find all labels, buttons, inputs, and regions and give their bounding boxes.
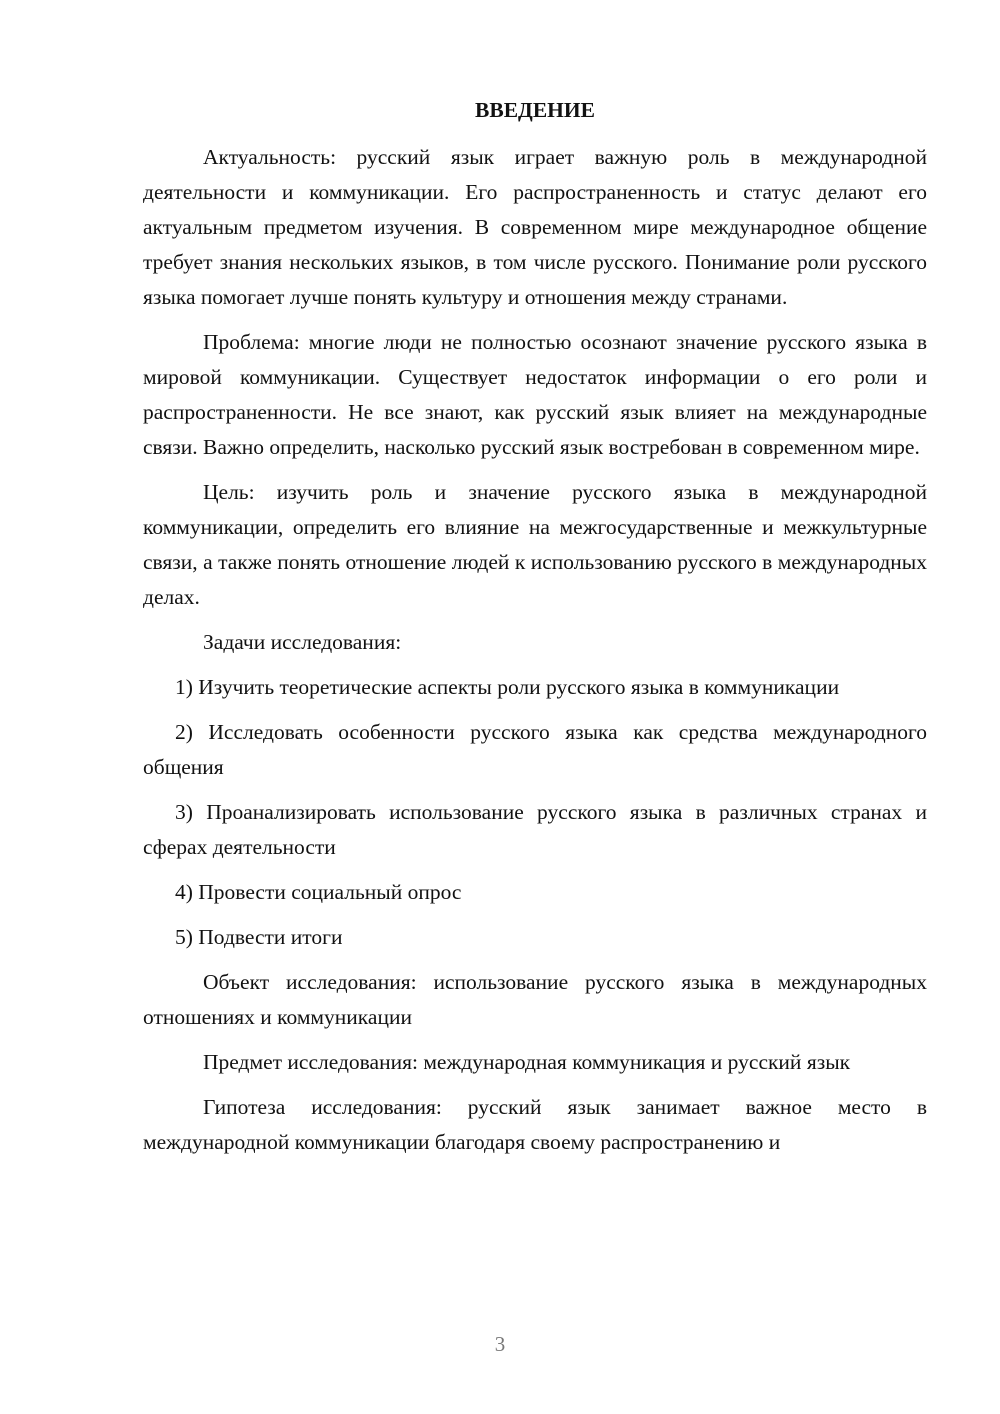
task-item-1: 1) Изучить теоретические аспекты роли русского языка в коммуникации [175, 675, 840, 699]
paragraph-problem: Проблема: многие люди не полностью осознают значение русского языка в мировой коммуникации. Существует недостаток информации о его роли и распространенности. Не все знают, как русский язык влияет на международные связи. Важно определить, насколько русский язык востребован в современном мире. [143, 330, 927, 459]
paragraph-object: Объект исследования: использование русского языка в международных отношениях и коммуникации [143, 970, 927, 1029]
paragraph-goal: Цель: изучить роль и значение русского языка в международной коммуникации, определить его влияние на межгосударственные и межкультурные связи, а также понять отношение людей к использованию русского в международных делах. [143, 480, 927, 609]
paragraph-relevance: Актуальность: русский язык играет важную роль в международной деятельности и коммуникации. Его распространенность и статус делают его актуальным предметом изучения. В современном мире международное общение требует знания нескольких языков, в том числе русского. Понимание роли русского языка помогает лучше понять культуру и отношения между странами. [143, 145, 927, 309]
section-title: ВВЕДЕНИЕ [475, 98, 595, 122]
paragraph-tasks-heading: Задачи исследования: [203, 630, 402, 654]
task-item-5: 5) Подвести итоги [175, 925, 343, 949]
page-number: 3 [494, 1332, 506, 1356]
task-item-4: 4) Провести социальный опрос [175, 880, 462, 904]
task-item-2: 2) Исследовать особенности русского языка как средства международного общения [143, 720, 927, 779]
document-page [143, 93, 927, 1170]
paragraph-hypothesis: Гипотеза исследования: русский язык занимает важное место в международной коммуникации благодаря своему распространению и [143, 1095, 927, 1154]
paragraph-subject: Предмет исследования: международная коммуникация и русский язык [203, 1050, 851, 1074]
task-item-3: 3) Проанализировать использование русского языка в различных странах и сферах деятельности [143, 800, 927, 859]
